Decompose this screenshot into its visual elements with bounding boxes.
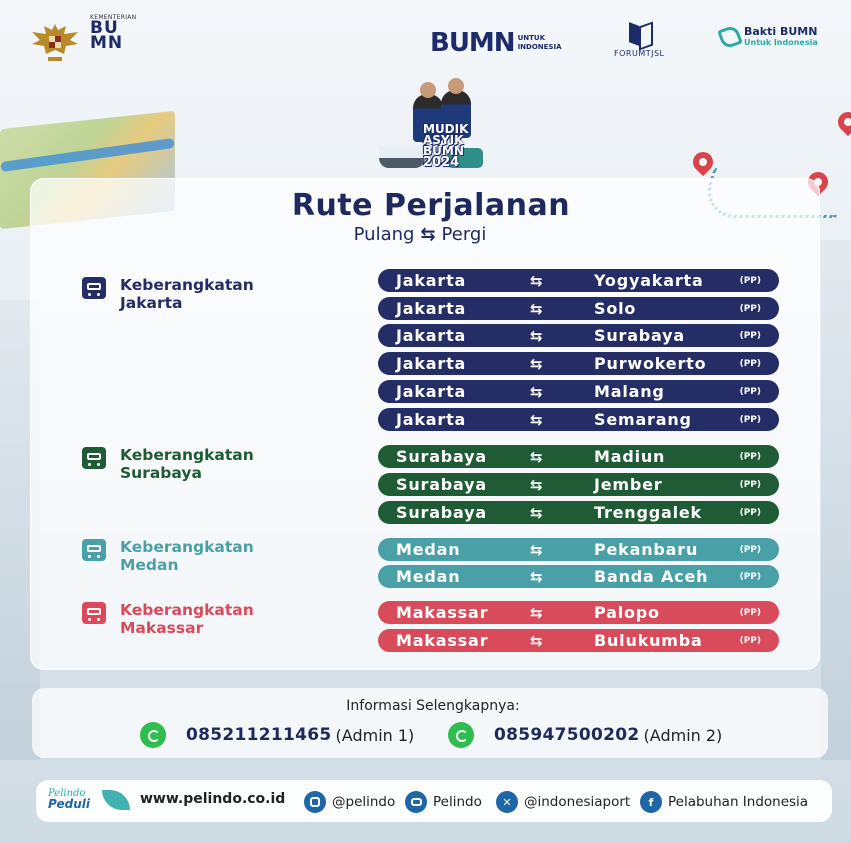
route-to: Madiun (594, 447, 666, 466)
route-pp-label: (PP) (739, 303, 761, 314)
route-from: Jakarta (396, 326, 467, 345)
whatsapp-contact-2[interactable] (448, 722, 722, 748)
route-from: Jakarta (396, 354, 467, 373)
page-title: Rute Perjalanan (291, 188, 571, 223)
group-label-line1: Keberangkatan (120, 601, 254, 619)
route-pp-label: (PP) (739, 607, 761, 618)
bus-icon (82, 447, 106, 469)
route-pp-label: (PP) (739, 275, 761, 286)
swap-arrow-icon: ⇆ (530, 567, 543, 586)
route-from: Surabaya (396, 447, 487, 466)
facebook-link[interactable] (640, 791, 808, 813)
route-from: Medan (396, 567, 461, 586)
group-label-line1: Keberangkatan (120, 538, 254, 556)
kementerian-bumn-logo (90, 14, 136, 51)
instagram-link[interactable] (304, 791, 395, 813)
whatsapp-admin-label: (Admin 1) (335, 725, 415, 745)
route-to: Solo (594, 299, 637, 318)
route-to: Surabaya (594, 326, 685, 345)
route-row (378, 629, 779, 652)
bakti-bumn-logo (720, 26, 818, 47)
whatsapp-number: 085947500202 (494, 725, 640, 745)
swap-arrow-icon: ⇆ (530, 299, 543, 318)
group-label-text (120, 538, 254, 574)
peduli-line1: Pelindo (48, 788, 86, 799)
route-row (378, 473, 779, 496)
route-to: Semarang (594, 410, 692, 429)
route-pp-label: (PP) (739, 507, 761, 518)
route-row (378, 601, 779, 624)
swap-arrow-icon: ⇆ (530, 410, 543, 429)
forum-tjsl-text: FORUMTJSL (614, 49, 665, 58)
badge-year: 2024 (423, 155, 460, 170)
swap-arrow-icon: ⇆ (530, 354, 543, 373)
bus-icon (82, 539, 106, 561)
x-handle: @indonesiaport (524, 794, 631, 810)
website-link[interactable] (140, 791, 285, 807)
whatsapp-icon (140, 722, 166, 748)
youtube-handle: Pelindo (433, 794, 482, 810)
group-label (82, 601, 254, 637)
route-pp-label: (PP) (739, 358, 761, 369)
group-label (82, 276, 254, 312)
pelindo-peduli-logo (48, 788, 132, 814)
bumn-logo-text: BUMN (430, 28, 515, 58)
group-label-line2: Makassar (120, 619, 204, 637)
group-label-line1: Keberangkatan (120, 446, 254, 464)
route-from: Jakarta (396, 382, 467, 401)
route-to: Yogyakarta (594, 271, 704, 290)
subtitle-right: Pergi (441, 224, 487, 245)
route-from: Jakarta (396, 299, 467, 318)
route-row (378, 565, 779, 588)
page-subtitle (0, 224, 840, 245)
city-background-right (821, 240, 851, 760)
whatsapp-number: 085211211465 (186, 725, 332, 745)
mudik-asyik-badge (375, 80, 490, 180)
swap-arrow-icon: ⇆ (530, 326, 543, 345)
youtube-link[interactable] (405, 791, 482, 813)
route-from: Jakarta (396, 271, 467, 290)
bumn-untuk-indonesia-logo (430, 28, 562, 58)
bumn-vertical-top: BU (90, 18, 119, 38)
route-pp-label: (PP) (739, 571, 761, 582)
badge-line2: ASYIK (423, 133, 464, 147)
swap-arrow-icon: ⇆ (530, 503, 543, 522)
location-pin-icon (834, 108, 851, 136)
route-to: Jember (594, 475, 663, 494)
route-pp-label: (PP) (739, 544, 761, 555)
route-row (378, 380, 779, 403)
kementerian-label: KEMENTERIAN (90, 14, 137, 21)
group-label-line2: Medan (120, 556, 179, 574)
swap-arrow-icon: ⇆ (530, 271, 543, 290)
bakti-line1: Bakti BUMN (744, 25, 818, 38)
x-link[interactable] (496, 791, 630, 813)
bakti-bumn-icon (717, 24, 743, 50)
group-label-line2: Jakarta (120, 294, 183, 312)
youtube-icon (405, 791, 427, 813)
badge-line1: MUDIK (423, 122, 469, 136)
group-label (82, 446, 254, 482)
route-from: Jakarta (396, 410, 467, 429)
group-label-text (120, 601, 254, 637)
bumn-vertical-bottom: MN (90, 33, 124, 53)
bakti-line2: Untuk Indonesia (744, 38, 818, 47)
swap-arrow-icon: ⇆ (530, 475, 543, 494)
forum-tjsl-logo (614, 22, 665, 58)
swap-arrow-icon: ⇆ (420, 224, 436, 245)
subtitle-left: Pulang (353, 224, 415, 245)
route-pp-label: (PP) (739, 479, 761, 490)
route-row (378, 324, 779, 347)
route-pp-label: (PP) (739, 635, 761, 646)
route-row (378, 538, 779, 561)
route-from: Surabaya (396, 503, 487, 522)
route-row (378, 269, 779, 292)
facebook-icon: f (640, 791, 662, 813)
route-from: Makassar (396, 603, 489, 622)
whatsapp-contact-1[interactable] (140, 722, 414, 748)
header-logos (0, 0, 851, 80)
swap-arrow-icon: ⇆ (530, 631, 543, 650)
bumn-logo-sub (518, 34, 562, 52)
facebook-handle: Pelabuhan Indonesia (668, 794, 809, 810)
route-from: Makassar (396, 631, 489, 650)
instagram-icon (304, 791, 326, 813)
route-pp-label: (PP) (739, 386, 761, 397)
bus-icon (82, 602, 106, 624)
swap-arrow-icon: ⇆ (530, 382, 543, 401)
route-row (378, 445, 779, 468)
group-label-line2: Surabaya (120, 464, 202, 482)
route-row (378, 501, 779, 524)
group-label-text (120, 446, 254, 482)
whatsapp-icon (448, 722, 474, 748)
forum-tjsl-icon (627, 22, 651, 46)
group-label-line1: Keberangkatan (120, 276, 254, 294)
garuda-emblem-icon (28, 20, 82, 64)
route-to: Purwokerto (594, 354, 707, 373)
route-pp-label: (PP) (739, 414, 761, 425)
bus-icon (82, 277, 106, 299)
route-pp-label: (PP) (739, 330, 761, 341)
route-to: Banda Aceh (594, 567, 709, 586)
badge-line3: BUMN (423, 144, 464, 158)
route-to: Bulukumba (594, 631, 703, 650)
instagram-handle: @pelindo (332, 794, 396, 810)
route-row (378, 408, 779, 431)
swap-arrow-icon: ⇆ (530, 447, 543, 466)
whatsapp-admin-label: (Admin 2) (643, 725, 723, 745)
swap-arrow-icon: ⇆ (530, 540, 543, 559)
group-label (82, 538, 254, 574)
badge-text (423, 124, 468, 168)
bumn-logo-sub-2: INDONESIA (517, 43, 562, 51)
route-to: Trenggalek (594, 503, 702, 522)
group-label-text (120, 276, 254, 312)
bumn-logo-sub-1: UNTUK (517, 34, 545, 42)
route-row (378, 352, 779, 375)
route-from: Medan (396, 540, 461, 559)
x-icon: ✕ (496, 791, 518, 813)
route-to: Malang (594, 382, 665, 401)
route-to: Pekanbaru (594, 540, 699, 559)
website-text: www.pelindo.co.id (140, 791, 286, 807)
route-from: Surabaya (396, 475, 487, 494)
route-pp-label: (PP) (739, 451, 761, 462)
info-title: Informasi Selengkapnya: (346, 698, 520, 714)
route-to: Palopo (594, 603, 660, 622)
swap-arrow-icon: ⇆ (530, 603, 543, 622)
ship-icon (379, 146, 425, 168)
peduli-line2: Peduli (48, 797, 90, 811)
route-row (378, 297, 779, 320)
